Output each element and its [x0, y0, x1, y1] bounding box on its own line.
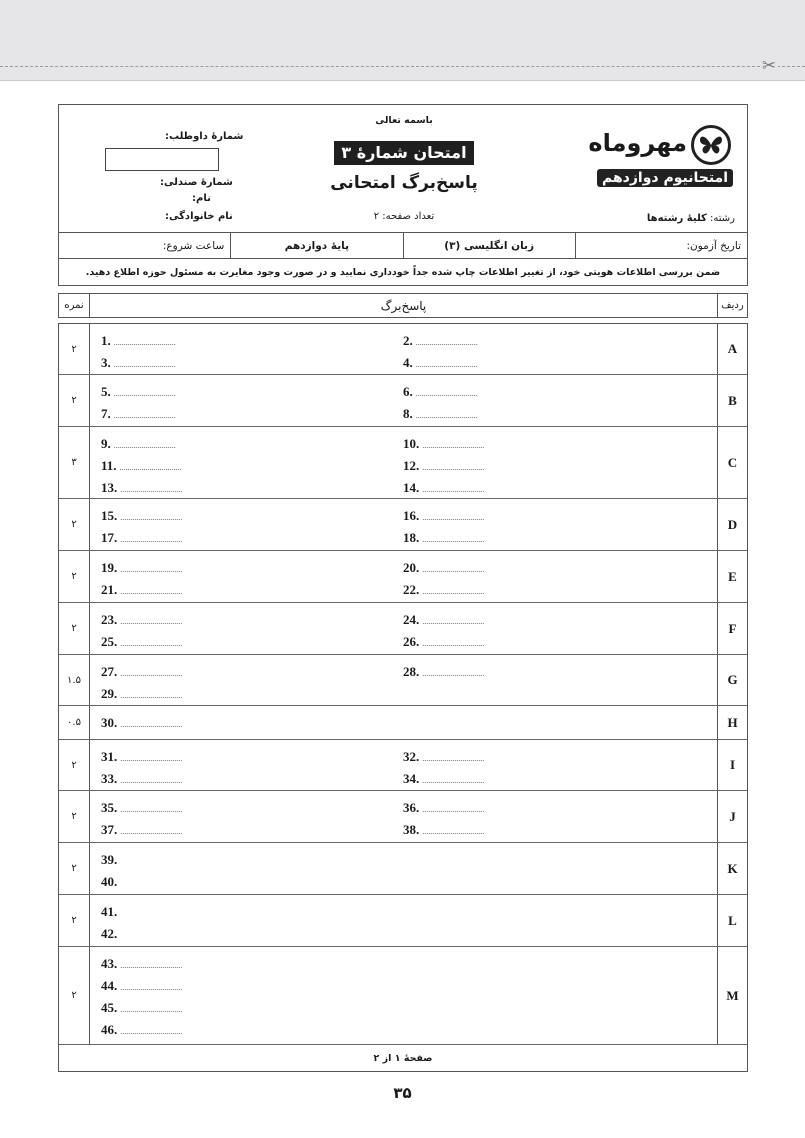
item-number: 35.	[101, 800, 118, 815]
answer-blank[interactable]: ...............................	[113, 411, 176, 420]
table-row	[59, 375, 747, 427]
answer-item	[101, 437, 176, 453]
answer-blank[interactable]: ...............................	[120, 617, 183, 626]
answer-blank[interactable]: ...............................	[120, 691, 183, 700]
answer-blank[interactable]: ...............................	[120, 513, 183, 522]
table-row	[59, 551, 747, 603]
page-count: تعداد صفحه: ۲	[373, 211, 435, 222]
answer-item	[403, 801, 484, 817]
item-number: 33.	[101, 771, 118, 786]
item-number: 13.	[101, 480, 118, 495]
answer-item	[101, 407, 176, 423]
item-number: 11.	[101, 458, 117, 473]
answer-blank[interactable]: ...............................	[120, 1005, 183, 1014]
answer-item	[101, 583, 182, 599]
answer-item	[101, 1001, 182, 1017]
row-letter: F	[717, 603, 747, 654]
answer-item	[403, 665, 484, 681]
answer-item	[101, 750, 182, 766]
subject-cell	[403, 233, 575, 258]
row-score: ۲	[59, 791, 90, 842]
answer-item	[101, 1023, 182, 1039]
item-number: 4.	[403, 355, 413, 370]
item-number: 22.	[403, 582, 420, 597]
answer-blank[interactable]: ...............................	[120, 485, 183, 494]
answer-item	[101, 459, 182, 475]
answer-item	[403, 481, 484, 497]
table-row	[59, 603, 747, 655]
item-number: 12.	[403, 458, 420, 473]
answer-item	[403, 509, 484, 525]
answer-blank[interactable]: ...............................	[113, 360, 176, 369]
row-letter: J	[717, 791, 747, 842]
answer-blank[interactable]: ...............................	[422, 463, 485, 472]
item-number: 15.	[101, 508, 118, 523]
page-footer: صفحهٔ ۱ از ۲	[373, 1052, 433, 1064]
answer-blank[interactable]: ...............................	[422, 565, 485, 574]
item-number: 9.	[101, 436, 111, 451]
item-number: 38.	[403, 822, 420, 837]
table-row	[59, 706, 747, 740]
row-score: ۲	[59, 895, 90, 946]
exam-number-badge: امتحان شمارهٔ ۳	[334, 141, 474, 165]
item-number: 19.	[101, 560, 118, 575]
table-row	[59, 740, 747, 791]
item-number: 34.	[403, 771, 420, 786]
row-score: ۲	[59, 324, 90, 374]
row-letter: G	[717, 655, 747, 705]
basmeh-text: باسمه تعالی	[375, 115, 433, 126]
item-number: 16.	[403, 508, 420, 523]
item-number: 31.	[101, 749, 118, 764]
answer-item	[101, 905, 117, 919]
item-number: 21.	[101, 582, 118, 597]
identity-notice: ضمن بررسی اطلاعات هویتی خود، از تغییر اطلاعات چاپ شده جداً خودداری نمایید و در صورت وجود مغایرت به مسئول حوزه اطلاع دهید.	[58, 258, 748, 286]
item-number: 27.	[101, 664, 118, 679]
item-number: 24.	[403, 612, 420, 627]
seat-number-label: شمارهٔ صندلی:	[160, 177, 233, 188]
answer-blank[interactable]: ...............................	[120, 535, 183, 544]
answer-blank[interactable]: ...............................	[422, 587, 485, 596]
start-time-cell	[59, 233, 230, 258]
item-number: 46.	[101, 1022, 118, 1037]
answer-item	[403, 583, 484, 599]
row-column-header: ردیف	[717, 294, 747, 317]
answer-blank[interactable]: ...............................	[415, 360, 478, 369]
answer-item	[403, 561, 484, 577]
answer-item	[403, 437, 484, 453]
answer-blank[interactable]: ...............................	[422, 485, 485, 494]
answer-blank[interactable]: ...............................	[120, 669, 183, 678]
table-row	[59, 324, 747, 375]
row-letter: L	[717, 895, 747, 946]
answer-item	[403, 823, 484, 839]
answer-item	[101, 716, 182, 732]
answer-item	[101, 772, 182, 788]
exam-date-label: تاریخ آزمون:	[686, 239, 741, 252]
answer-blank[interactable]: ...............................	[113, 441, 176, 450]
answer-item	[101, 687, 182, 703]
name-label: نام:	[192, 193, 211, 204]
candidate-number-label: شمارهٔ داوطلب:	[165, 131, 244, 142]
item-number: 5.	[101, 384, 111, 399]
answer-blank[interactable]: ...............................	[422, 776, 485, 785]
row-letter: K	[717, 843, 747, 894]
answer-item	[101, 561, 182, 577]
item-number: 1.	[101, 333, 111, 348]
header-center	[289, 105, 519, 234]
row-score: ۱.۵	[59, 655, 90, 705]
answer-blank[interactable]: ...............................	[415, 338, 478, 347]
answer-item	[101, 531, 182, 547]
field-value: کلیهٔ رشته‌ها	[646, 213, 707, 224]
logo-name: مهروماه	[588, 129, 687, 157]
answer-item	[101, 635, 182, 651]
item-number: 41.	[101, 904, 118, 919]
item-number: 6.	[403, 384, 413, 399]
answer-blank[interactable]: ...............................	[120, 754, 183, 763]
answer-item	[403, 613, 484, 629]
score-column-header: نمره	[59, 294, 90, 317]
answer-item	[403, 531, 484, 547]
exam-date-cell	[575, 233, 747, 258]
item-number: 39.	[101, 852, 118, 867]
answer-item	[101, 853, 117, 867]
row-score: ۲	[59, 740, 90, 790]
answer-item	[101, 823, 182, 839]
table-row	[59, 791, 747, 843]
answer-blank[interactable]: ...............................	[120, 805, 183, 814]
answer-item	[403, 407, 478, 423]
logo-subtitle: امتحانیوم دوازدهم	[597, 169, 733, 187]
row-score: ۳	[59, 427, 90, 498]
item-number: 45.	[101, 1000, 118, 1015]
publisher-logo	[588, 125, 733, 195]
answer-table-header	[58, 293, 748, 318]
item-number: 44.	[101, 978, 118, 993]
answer-item	[101, 927, 117, 941]
answer-item	[403, 334, 478, 350]
answer-blank[interactable]: ...............................	[422, 639, 485, 648]
answer-item	[101, 957, 182, 973]
answer-blank[interactable]: ...............................	[113, 389, 176, 398]
answer-blank[interactable]: ...............................	[113, 338, 176, 347]
answer-item	[101, 356, 176, 372]
item-number: 10.	[403, 436, 420, 451]
answer-item	[403, 459, 484, 475]
answer-item	[101, 979, 182, 995]
item-number: 29.	[101, 686, 118, 701]
answer-item	[101, 509, 182, 525]
table-row	[59, 895, 747, 947]
row-letter: C	[717, 427, 747, 498]
item-number: 3.	[101, 355, 111, 370]
item-number: 43.	[101, 956, 118, 971]
item-number: 40.	[101, 874, 118, 889]
item-number: 30.	[101, 715, 118, 730]
row-score: ۰.۵	[59, 706, 90, 739]
item-number: 25.	[101, 634, 118, 649]
answer-item	[101, 875, 117, 889]
field-of-study	[647, 213, 735, 224]
item-number: 20.	[403, 560, 420, 575]
row-letter: H	[717, 706, 747, 739]
answer-blank[interactable]: ...............................	[120, 565, 183, 574]
answer-item	[403, 385, 478, 401]
row-score: ۲	[59, 375, 90, 426]
answer-item	[101, 801, 182, 817]
answer-blank[interactable]: ...............................	[120, 827, 183, 836]
grade: پایهٔ دوازدهم	[284, 239, 350, 252]
field-label: رشته:	[710, 213, 735, 224]
item-number: 37.	[101, 822, 118, 837]
answer-blank[interactable]: ...............................	[119, 463, 182, 472]
answer-blank[interactable]: ...............................	[120, 639, 183, 648]
row-score: ۲	[59, 603, 90, 654]
exam-info-row	[58, 232, 748, 259]
answer-item	[101, 665, 182, 681]
answer-item	[403, 772, 484, 788]
table-row	[59, 947, 747, 1045]
start-time-label: ساعت شروع:	[162, 239, 225, 252]
row-letter: M	[717, 947, 747, 1044]
exam-header	[58, 104, 748, 233]
item-number: 8.	[403, 406, 413, 421]
item-number: 42.	[101, 926, 118, 941]
answer-blank[interactable]: ...............................	[415, 389, 478, 398]
answers-column-header: پاسخ‌برگ	[380, 298, 427, 313]
subject: زبان انگلیسی (۳)	[444, 239, 535, 252]
item-number: 18.	[403, 530, 420, 545]
page-number: ۳۵	[393, 1084, 412, 1102]
answer-item	[101, 481, 182, 497]
grade-cell	[230, 233, 402, 258]
table-row	[59, 427, 747, 499]
row-letter: D	[717, 499, 747, 550]
item-number: 14.	[403, 480, 420, 495]
row-score: ۲	[59, 499, 90, 550]
answer-blank[interactable]: ...............................	[415, 411, 478, 420]
answer-blank[interactable]: ...............................	[422, 617, 485, 626]
candidate-number-field[interactable]	[105, 148, 219, 171]
row-letter: I	[717, 740, 747, 790]
row-score: ۲	[59, 843, 90, 894]
top-margin-band	[0, 0, 805, 81]
row-letter: B	[717, 375, 747, 426]
answer-item	[403, 356, 478, 372]
sheet-title: پاسخ‌برگ امتحانی	[330, 173, 478, 193]
row-score: ۲	[59, 551, 90, 602]
answer-blank[interactable]: ...............................	[120, 1027, 183, 1036]
item-number: 36.	[403, 800, 420, 815]
cut-line	[0, 66, 805, 67]
answer-blank[interactable]: ...............................	[422, 805, 485, 814]
table-row	[59, 843, 747, 895]
scissors-icon: ✂	[761, 56, 777, 76]
answer-item	[101, 613, 182, 629]
answer-blank[interactable]: ...............................	[120, 961, 183, 970]
answer-blank[interactable]: ...............................	[422, 513, 485, 522]
butterfly-icon	[691, 125, 731, 165]
answer-item	[101, 334, 176, 350]
row-score: ۲	[59, 947, 90, 1044]
table-row	[59, 499, 747, 551]
answer-item	[403, 635, 484, 651]
item-number: 23.	[101, 612, 118, 627]
answer-blank[interactable]: ...............................	[120, 983, 183, 992]
family-name-label: نام خانوادگی:	[165, 211, 233, 222]
answer-blank[interactable]: ...............................	[120, 720, 183, 729]
item-number: 32.	[403, 749, 420, 764]
answer-item	[403, 750, 484, 766]
answer-blank[interactable]: ...............................	[422, 441, 485, 450]
item-number: 17.	[101, 530, 118, 545]
answer-blank[interactable]: ...............................	[422, 754, 485, 763]
answer-item	[101, 385, 176, 401]
row-letter: E	[717, 551, 747, 602]
answer-blank[interactable]: ...............................	[120, 776, 183, 785]
row-letter: A	[717, 324, 747, 374]
answer-blank[interactable]: ...............................	[422, 535, 485, 544]
answer-blank[interactable]: ...............................	[120, 587, 183, 596]
table-row	[59, 655, 747, 706]
answer-blank[interactable]: ...............................	[422, 669, 485, 678]
item-number: 7.	[101, 406, 111, 421]
item-number: 28.	[403, 664, 420, 679]
answer-blank[interactable]: ...............................	[422, 827, 485, 836]
answer-table	[58, 323, 748, 1072]
item-number: 26.	[403, 634, 420, 649]
item-number: 2.	[403, 333, 413, 348]
